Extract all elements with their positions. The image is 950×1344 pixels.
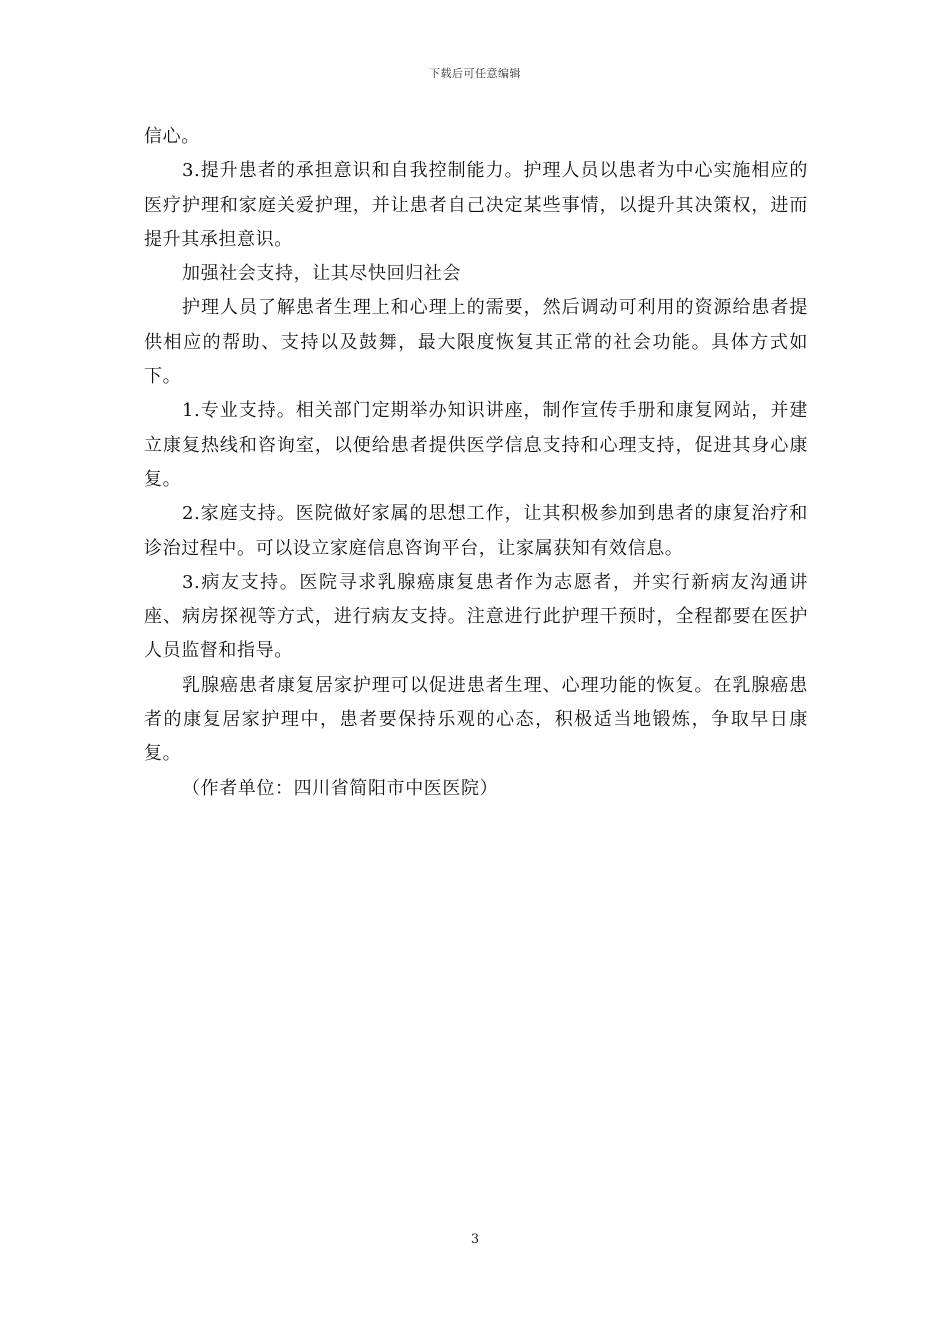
page-number: 3 — [470, 1232, 480, 1247]
paragraph-item-1-professional-support: 1.专业支持。相关部门定期举办知识讲座，制作宣传手册和康复网站，并建立康复热线和咨询室，以便给患者提供医学信息支持和心理支持，促进其身心康复。 — [144, 400, 808, 490]
document-body — [144, 120, 808, 806]
paragraph-conclusion: 乳腺癌患者康复居家护理可以促进患者生理、心理功能的恢复。在乳腺癌患者的康复居家护理中，患者要保持乐观的心态，积极适当地锻炼，争取早日康复。 — [144, 674, 808, 765]
paragraph-item-3-peer-support: 3.病友支持。医院寻求乳腺癌康复患者作为志愿者，并实行新病友沟通讲座、病房探视等方式，进行病友支持。注意进行此护理干预时，全程都要在医护人员监督和指导。 — [144, 571, 808, 662]
page-header-note: 下载后可任意编辑 — [429, 67, 521, 80]
paragraph-social-support-intro: 护理人员了解患者生理上和心理上的需要，然后调动可利用的资源给患者提供相应的帮助、支持以及鼓舞，最大限度恢复其正常的社会功能。具体方式如下。 — [144, 297, 808, 388]
paragraph-item-3-responsibility: 3.提升患者的承担意识和自我控制能力。护理人员以患者为中心实施相应的医疗护理和家庭关爱护理，并让患者自己决定某些事情，以提升其决策权，进而提升其承担意识。 — [144, 160, 808, 250]
section-heading-social-support: 加强社会支持，让其尽快回归社会 — [182, 263, 461, 285]
author-affiliation: （作者单位：四川省简阳市中医医院） — [182, 777, 499, 799]
paragraph-continuation: 信心。 — [144, 126, 200, 147]
paragraph-item-2-family-support: 2.家庭支持。医院做好家属的思想工作，让其积极参加到患者的康复治疗和诊治过程中。可以设立家庭信息咨询平台，让家属获知有效信息。 — [144, 503, 808, 559]
